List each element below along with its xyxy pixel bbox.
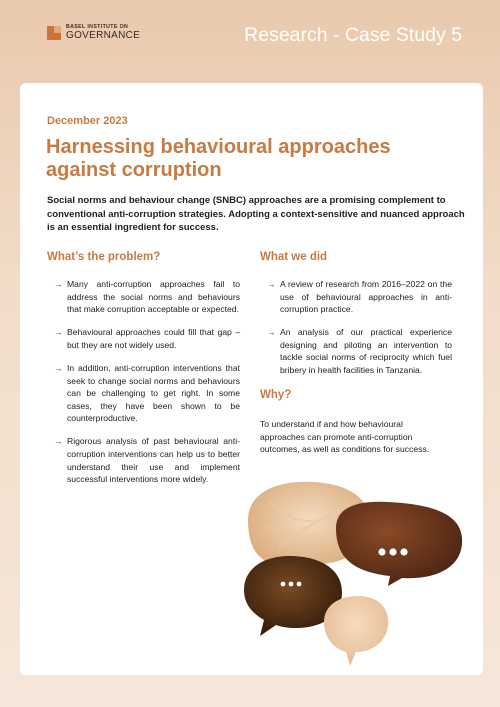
list-item — [260, 278, 452, 316]
logo[interactable] — [47, 25, 140, 41]
list-item-text: Behavioural approaches could fill that gap – but they are not widely used. — [67, 327, 240, 350]
page-title: Harnessing behavioural approaches against corruption — [46, 136, 391, 181]
what-we-did-heading: What we did — [260, 251, 328, 263]
logo-mark-icon — [47, 26, 61, 40]
dot-icon — [297, 582, 302, 587]
list-item — [47, 362, 240, 425]
dot-icon — [378, 548, 385, 555]
header — [0, 0, 500, 70]
logo-line2: GOVERNANCE — [66, 30, 141, 42]
list-item-text: Many anti-corruption approaches fail to address the social norms and behaviours that make corruption acceptable or expected. — [67, 279, 240, 315]
list-item — [260, 326, 452, 376]
list-item-text: Rigorous analysis of past behavioural anti-corruption interventions can help us to better understand their use and implement successful interventions more widely. — [67, 436, 240, 485]
dot-icon — [400, 548, 407, 555]
why-paragraph: To understand if and how behavioural approaches can promote anti-corruption outcomes, as well as conditions for success. — [260, 419, 430, 455]
why-heading: Why? — [260, 389, 292, 401]
what-we-did-list — [260, 278, 452, 387]
logo-line1: BASEL INSTITUTE ON — [66, 24, 129, 30]
dot-icon — [389, 548, 396, 555]
arrow-icon: → — [54, 279, 63, 289]
light-bubble — [324, 596, 388, 666]
problem-heading: What’s the problem? — [47, 251, 161, 263]
publication-date: December 2023 — [47, 115, 128, 127]
list-item-text: An analysis of our practical experience designing and piloting an intervention to tackle social norms of reciprocity which fuel bribery in health facilities in Tanzania. — [280, 327, 452, 376]
list-item-text: In addition, anti-corruption interventions that seek to change social norms and behaviours can be challenging to get right. In some cases, they have been shown to be counterproductive. — [67, 362, 240, 424]
arrow-icon: → — [54, 327, 63, 338]
problem-list — [47, 278, 240, 496]
list-item — [47, 435, 240, 485]
intro-paragraph: Social norms and behaviour change (SNBC) approaches are a promising complement to conventional anti-corruption strategies. Adopting a context-sensitive and nuanced approach is an essential ingredient for success. — [47, 195, 465, 233]
speech-bubbles-illustration — [238, 480, 480, 690]
dot-icon — [281, 582, 286, 587]
arrow-icon: → — [54, 436, 63, 447]
list-item — [47, 326, 240, 351]
arrow-icon: → — [54, 362, 63, 373]
arrow-icon: → — [267, 279, 276, 289]
arrow-icon: → — [267, 327, 276, 338]
brown-bubble — [336, 502, 462, 586]
list-item — [47, 278, 240, 316]
series-title: Research - Case Study 5 — [244, 24, 462, 46]
list-item-text: A review of research from 2016–2022 on the use of behavioural approaches in anti-corruption practice. — [280, 279, 452, 315]
dot-icon — [289, 582, 294, 587]
